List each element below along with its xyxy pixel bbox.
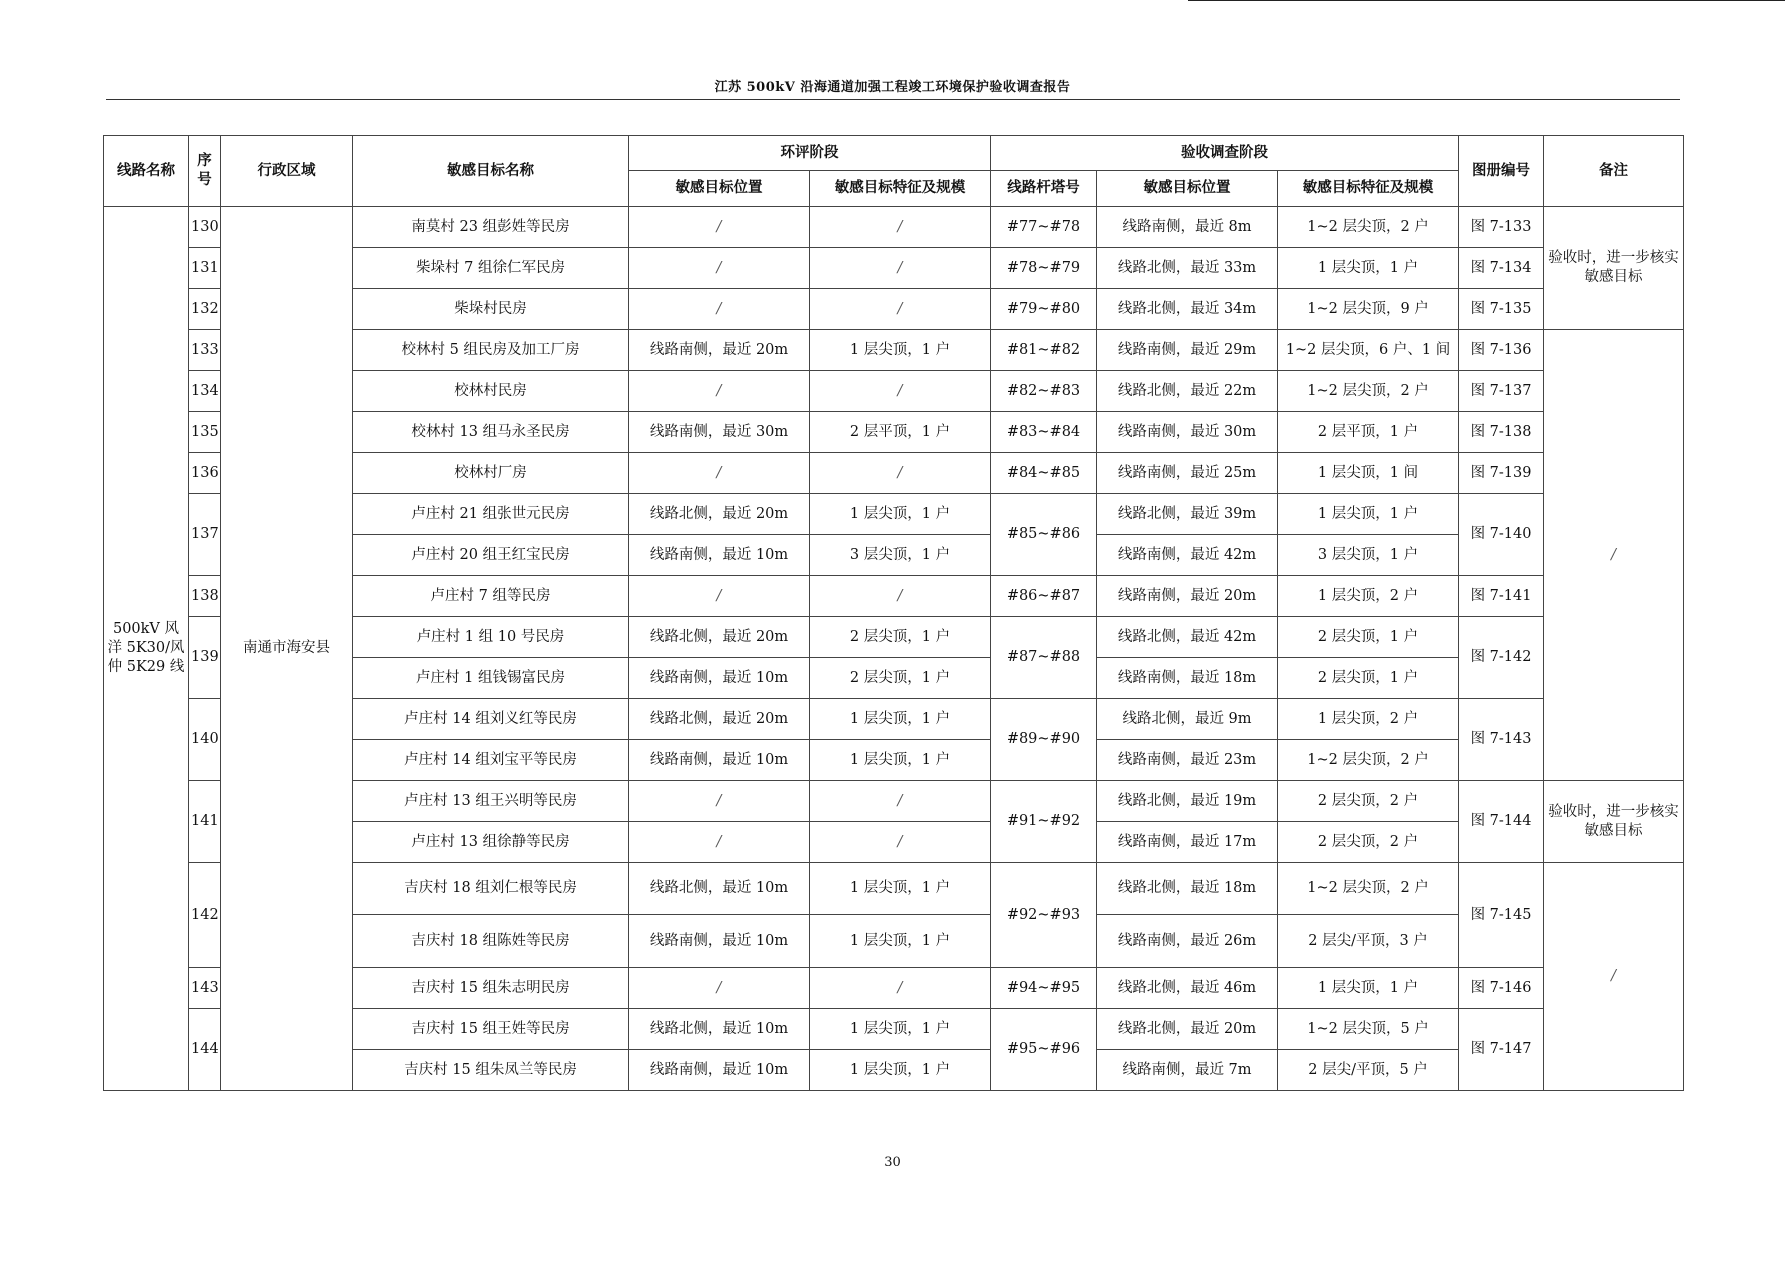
tower-cell: #91~#92: [991, 781, 1097, 863]
acc-position-cell: 线路南侧，最近 42m: [1097, 535, 1278, 576]
target-name-cell: 卢庄村 21 组张世元民房: [353, 494, 629, 535]
eia-position-cell: 线路南侧，最近 10m: [629, 535, 810, 576]
acc-scale-cell: 2 层尖顶，2 户: [1278, 822, 1459, 863]
seq-cell: 130: [189, 207, 221, 248]
line-name-cell: 500kV 风洋 5K30/风仲 5K29 线: [104, 207, 189, 1091]
header-rule: [106, 99, 1680, 100]
tower-cell: #77~#78: [991, 207, 1097, 248]
figure-no-cell: 图 7-145: [1459, 863, 1544, 968]
eia-position-cell: /: [629, 248, 810, 289]
acc-scale-cell: 1~2 层尖顶，9 户: [1278, 289, 1459, 330]
col-figure-no: 图册编号: [1459, 136, 1544, 207]
eia-position-cell: 线路南侧，最近 10m: [629, 915, 810, 968]
col-region: 行政区域: [221, 136, 353, 207]
acc-position-cell: 线路南侧，最近 20m: [1097, 576, 1278, 617]
eia-position-cell: /: [629, 822, 810, 863]
figure-no-cell: 图 7-142: [1459, 617, 1544, 699]
eia-position-cell: /: [629, 289, 810, 330]
eia-position-cell: 线路南侧，最近 30m: [629, 412, 810, 453]
eia-scale-cell: 2 层尖顶，1 户: [810, 617, 991, 658]
acc-position-cell: 线路南侧，最近 23m: [1097, 740, 1278, 781]
tower-cell: #87~#88: [991, 617, 1097, 699]
seq-cell: 133: [189, 330, 221, 371]
figure-no-cell: 图 7-137: [1459, 371, 1544, 412]
acc-scale-cell: 1~2 层尖顶，5 户: [1278, 1009, 1459, 1050]
tower-cell: #92~#93: [991, 863, 1097, 968]
figure-no-cell: 图 7-144: [1459, 781, 1544, 863]
eia-scale-cell: 1 层尖顶，1 户: [810, 1050, 991, 1091]
figure-no-cell: 图 7-138: [1459, 412, 1544, 453]
acc-scale-cell: 1~2 层尖顶，6 户、1 间: [1278, 330, 1459, 371]
seq-cell: 135: [189, 412, 221, 453]
eia-scale-cell: 2 层平顶，1 户: [810, 412, 991, 453]
seq-cell: 132: [189, 289, 221, 330]
eia-position-cell: 线路北侧，最近 20m: [629, 699, 810, 740]
tower-cell: #81~#82: [991, 330, 1097, 371]
seq-cell: 140: [189, 699, 221, 781]
tower-cell: #95~#96: [991, 1009, 1097, 1091]
eia-scale-cell: /: [810, 207, 991, 248]
eia-position-cell: /: [629, 781, 810, 822]
eia-scale-cell: /: [810, 248, 991, 289]
acc-position-cell: 线路北侧，最近 18m: [1097, 863, 1278, 915]
eia-position-cell: /: [629, 371, 810, 412]
eia-scale-cell: 1 层尖顶，1 户: [810, 1009, 991, 1050]
eia-scale-cell: 3 层尖顶，1 户: [810, 535, 991, 576]
eia-scale-cell: /: [810, 822, 991, 863]
acc-scale-cell: 1 层尖顶，1 户: [1278, 968, 1459, 1009]
eia-position-cell: 线路南侧，最近 10m: [629, 1050, 810, 1091]
figure-no-cell: 图 7-136: [1459, 330, 1544, 371]
acc-scale-cell: 1~2 层尖顶，2 户: [1278, 740, 1459, 781]
tower-cell: #83~#84: [991, 412, 1097, 453]
figure-no-cell: 图 7-135: [1459, 289, 1544, 330]
eia-position-cell: /: [629, 968, 810, 1009]
figure-no-cell: 图 7-133: [1459, 207, 1544, 248]
seq-cell: 131: [189, 248, 221, 289]
target-name-cell: 吉庆村 15 组朱凤兰等民房: [353, 1050, 629, 1091]
seq-cell: 138: [189, 576, 221, 617]
eia-position-cell: 线路北侧，最近 10m: [629, 863, 810, 915]
tower-cell: #79~#80: [991, 289, 1097, 330]
target-name-cell: 校林村厂房: [353, 453, 629, 494]
acc-position-cell: 线路南侧，最近 26m: [1097, 915, 1278, 968]
seq-cell: 137: [189, 494, 221, 576]
acc-scale-cell: 1 层尖顶，2 户: [1278, 699, 1459, 740]
acc-scale-cell: 2 层尖/平顶，3 户: [1278, 915, 1459, 968]
acc-scale-cell: 2 层尖顶，2 户: [1278, 781, 1459, 822]
header-title: 江苏 500kV 沿海通道加强工程竣工环境保护验收调查报告: [714, 80, 1071, 95]
tower-cell: #94~#95: [991, 968, 1097, 1009]
acc-scale-cell: 1 层尖顶，1 间: [1278, 453, 1459, 494]
eia-position-cell: /: [629, 207, 810, 248]
acc-scale-cell: 1 层尖顶，2 户: [1278, 576, 1459, 617]
eia-position-cell: 线路南侧，最近 10m: [629, 740, 810, 781]
target-name-cell: 卢庄村 1 组 10 号民房: [353, 617, 629, 658]
target-name-cell: 柴垛村 7 组徐仁军民房: [353, 248, 629, 289]
eia-scale-cell: 1 层尖顶，1 户: [810, 699, 991, 740]
eia-scale-cell: 1 层尖顶，1 户: [810, 863, 991, 915]
seq-cell: 141: [189, 781, 221, 863]
eia-position-cell: 线路北侧，最近 20m: [629, 617, 810, 658]
acc-position-cell: 线路北侧，最近 9m: [1097, 699, 1278, 740]
tower-cell: #85~#86: [991, 494, 1097, 576]
target-name-cell: 吉庆村 18 组陈姓等民房: [353, 915, 629, 968]
col-acc-position: 敏感目标位置: [1097, 171, 1278, 207]
acc-position-cell: 线路北侧，最近 34m: [1097, 289, 1278, 330]
acc-scale-cell: 1~2 层尖顶，2 户: [1278, 207, 1459, 248]
col-eia-scale: 敏感目标特征及规模: [810, 171, 991, 207]
figure-no-cell: 图 7-143: [1459, 699, 1544, 781]
target-name-cell: 吉庆村 15 组朱志明民房: [353, 968, 629, 1009]
eia-scale-cell: /: [810, 289, 991, 330]
eia-scale-cell: 1 层尖顶，1 户: [810, 494, 991, 535]
target-name-cell: 卢庄村 13 组徐静等民房: [353, 822, 629, 863]
target-name-cell: 卢庄村 13 组王兴明等民房: [353, 781, 629, 822]
acc-scale-cell: 1 层尖顶，1 户: [1278, 494, 1459, 535]
acc-position-cell: 线路北侧，最近 42m: [1097, 617, 1278, 658]
target-name-cell: 卢庄村 7 组等民房: [353, 576, 629, 617]
sensitive-target-table: [103, 135, 1684, 1091]
acc-scale-cell: 1~2 层尖顶，2 户: [1278, 863, 1459, 915]
col-line-name: 线路名称: [104, 136, 189, 207]
eia-position-cell: 线路北侧，最近 10m: [629, 1009, 810, 1050]
eia-position-cell: 线路南侧，最近 20m: [629, 330, 810, 371]
col-eia-stage: 环评阶段: [629, 136, 991, 171]
acc-scale-cell: 2 层尖/平顶，5 户: [1278, 1050, 1459, 1091]
top-rule: [1188, 0, 1785, 1]
acc-scale-cell: 2 层尖顶，1 户: [1278, 658, 1459, 699]
figure-no-cell: 图 7-139: [1459, 453, 1544, 494]
acc-scale-cell: 2 层平顶，1 户: [1278, 412, 1459, 453]
seq-cell: 136: [189, 453, 221, 494]
remark-cell: /: [1544, 863, 1684, 1091]
seq-cell: 143: [189, 968, 221, 1009]
acc-scale-cell: 3 层尖顶，1 户: [1278, 535, 1459, 576]
eia-position-cell: /: [629, 453, 810, 494]
eia-scale-cell: /: [810, 371, 991, 412]
eia-scale-cell: /: [810, 576, 991, 617]
eia-position-cell: 线路南侧，最近 10m: [629, 658, 810, 699]
tower-cell: #82~#83: [991, 371, 1097, 412]
acc-scale-cell: 2 层尖顶，1 户: [1278, 617, 1459, 658]
eia-scale-cell: /: [810, 968, 991, 1009]
remark-cell: 验收时，进一步核实敏感目标: [1544, 207, 1684, 330]
seq-cell: 139: [189, 617, 221, 699]
eia-position-cell: 线路北侧，最近 20m: [629, 494, 810, 535]
eia-position-cell: /: [629, 576, 810, 617]
region-cell: 南通市海安县: [221, 207, 353, 1091]
tower-cell: #89~#90: [991, 699, 1097, 781]
col-tower: 线路杆塔号: [991, 171, 1097, 207]
acc-position-cell: 线路南侧，最近 8m: [1097, 207, 1278, 248]
target-name-cell: 吉庆村 15 组王姓等民房: [353, 1009, 629, 1050]
target-name-cell: 卢庄村 14 组刘宝平等民房: [353, 740, 629, 781]
eia-scale-cell: 2 层尖顶，1 户: [810, 658, 991, 699]
target-name-cell: 卢庄村 1 组钱锡富民房: [353, 658, 629, 699]
target-name-cell: 校林村民房: [353, 371, 629, 412]
tower-cell: #78~#79: [991, 248, 1097, 289]
figure-no-cell: 图 7-146: [1459, 968, 1544, 1009]
eia-scale-cell: 1 层尖顶，1 户: [810, 740, 991, 781]
eia-scale-cell: /: [810, 781, 991, 822]
figure-no-cell: 图 7-140: [1459, 494, 1544, 576]
acc-scale-cell: 1~2 层尖顶，2 户: [1278, 371, 1459, 412]
acc-position-cell: 线路南侧，最近 17m: [1097, 822, 1278, 863]
acc-scale-cell: 1 层尖顶，1 户: [1278, 248, 1459, 289]
col-target-name: 敏感目标名称: [353, 136, 629, 207]
page-number: 30: [884, 1155, 901, 1170]
table-body: [104, 207, 1684, 1091]
target-name-cell: 卢庄村 14 组刘义红等民房: [353, 699, 629, 740]
eia-scale-cell: 1 层尖顶，1 户: [810, 330, 991, 371]
target-name-cell: 卢庄村 20 组王红宝民房: [353, 535, 629, 576]
acc-position-cell: 线路北侧，最近 39m: [1097, 494, 1278, 535]
target-name-cell: 校林村 5 组民房及加工厂房: [353, 330, 629, 371]
col-acc-scale: 敏感目标特征及规模: [1278, 171, 1459, 207]
figure-no-cell: 图 7-141: [1459, 576, 1544, 617]
acc-position-cell: 线路南侧，最近 25m: [1097, 453, 1278, 494]
tower-cell: #84~#85: [991, 453, 1097, 494]
remark-cell: 验收时，进一步核实敏感目标: [1544, 781, 1684, 863]
col-accept-stage: 验收调查阶段: [991, 136, 1459, 171]
acc-position-cell: 线路南侧，最近 7m: [1097, 1050, 1278, 1091]
seq-cell: 134: [189, 371, 221, 412]
target-name-cell: 柴垛村民房: [353, 289, 629, 330]
acc-position-cell: 线路北侧，最近 20m: [1097, 1009, 1278, 1050]
tower-cell: #86~#87: [991, 576, 1097, 617]
remark-cell: /: [1544, 330, 1684, 781]
target-name-cell: 校林村 13 组马永圣民房: [353, 412, 629, 453]
target-name-cell: 南莫村 23 组彭姓等民房: [353, 207, 629, 248]
target-name-cell: 吉庆村 18 组刘仁根等民房: [353, 863, 629, 915]
acc-position-cell: 线路北侧，最近 33m: [1097, 248, 1278, 289]
acc-position-cell: 线路北侧，最近 46m: [1097, 968, 1278, 1009]
table-row: [104, 207, 1684, 248]
seq-cell: 142: [189, 863, 221, 968]
eia-scale-cell: /: [810, 453, 991, 494]
acc-position-cell: 线路北侧，最近 19m: [1097, 781, 1278, 822]
figure-no-cell: 图 7-134: [1459, 248, 1544, 289]
acc-position-cell: 线路南侧，最近 30m: [1097, 412, 1278, 453]
eia-scale-cell: 1 层尖顶，1 户: [810, 915, 991, 968]
col-eia-position: 敏感目标位置: [629, 171, 810, 207]
seq-cell: 144: [189, 1009, 221, 1091]
acc-position-cell: 线路南侧，最近 29m: [1097, 330, 1278, 371]
acc-position-cell: 线路南侧，最近 18m: [1097, 658, 1278, 699]
acc-position-cell: 线路北侧，最近 22m: [1097, 371, 1278, 412]
col-seq: 序号: [189, 136, 221, 207]
col-remark: 备注: [1544, 136, 1684, 207]
figure-no-cell: 图 7-147: [1459, 1009, 1544, 1091]
